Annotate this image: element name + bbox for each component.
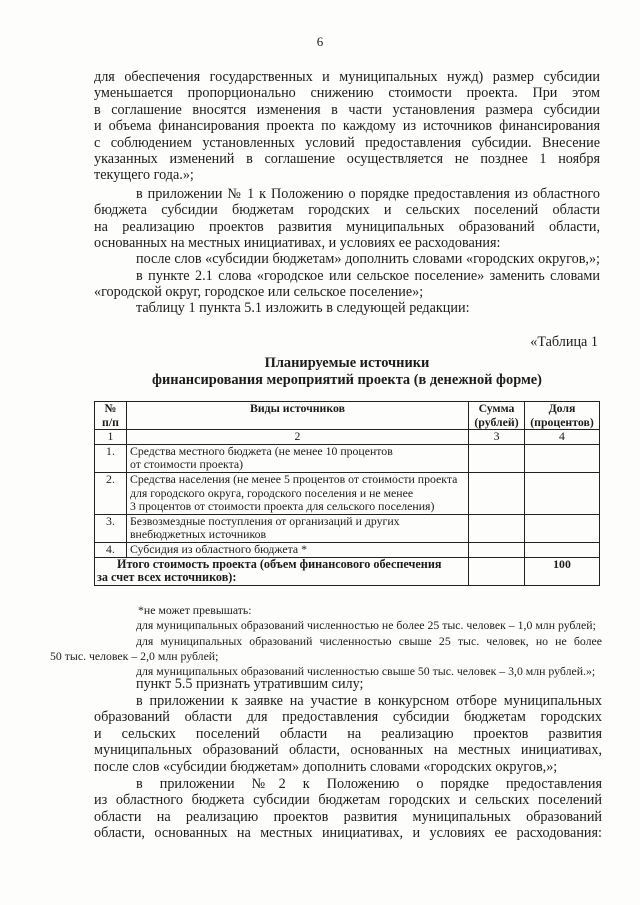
table-header-row: [95, 402, 600, 430]
row-source: Субсидия из областного бюджета *: [126, 542, 468, 557]
table-title-line-1: Планируемые источники: [264, 355, 430, 371]
col-number: 4: [525, 430, 600, 445]
body-text-bottom: [94, 676, 602, 842]
page-number: 6: [316, 34, 324, 49]
table-row: [95, 514, 600, 542]
text-line: основанных на местных инициативах, и условиях ее расходования:: [94, 234, 501, 251]
row-sum: [469, 472, 525, 514]
row-share: [525, 542, 600, 557]
text-line: в пункте 2.1 слова «городское или сельское поселение» заменить словами: [136, 267, 600, 284]
row-sum: [469, 542, 525, 557]
text-line: и объема финансирования проекта по каждому из источников финансирования: [94, 118, 600, 135]
header-share: Доля (процентов): [525, 402, 600, 430]
table-total-row: [95, 557, 600, 585]
text-line: образований области для предоставления субсидии бюджетам городских: [94, 709, 602, 726]
col-number: 1: [95, 430, 127, 445]
text-line: области, основанных на местных инициативах, и условиях ее расходования:: [94, 825, 602, 842]
table-row: [95, 472, 600, 514]
text-line: пункт 5.5 признать утратившим силу;: [136, 676, 364, 692]
row-source: Средства местного бюджета (не менее 10 процентов от стоимости проекта): [126, 444, 468, 472]
table-row: [95, 444, 600, 472]
text-line: уменьшается пропорционально снижению стоимости проекта. При этом: [94, 85, 600, 102]
text-line: и сельских поселений области на реализацию проектов развития: [94, 725, 602, 742]
total-label-line-2: за счет всех источников):: [97, 570, 237, 585]
text-line: «городской округ, городское или сельское поселение»;: [94, 284, 424, 301]
row-share: [525, 514, 600, 542]
funding-sources-table: [94, 401, 600, 586]
header-source: Виды источников: [126, 402, 468, 430]
total-share: 100: [525, 557, 600, 585]
text-line: с соблюдением установленных условий предоставления субсидии. Внесение: [94, 134, 600, 151]
col-number: 3: [469, 430, 525, 445]
footnotes: [50, 603, 602, 679]
table-row: [95, 542, 600, 557]
row-sum: [469, 444, 525, 472]
col-number: 2: [126, 430, 468, 445]
text-line: бюджета субсидии бюджетам городских и сельских поселений области: [94, 202, 600, 219]
total-sum: [469, 557, 525, 585]
text-line: в соглашение вносятся изменения в части установления размера субсидии: [94, 101, 600, 118]
text-line: из областного бюджета субсидии бюджетам городских и сельских поселений: [94, 792, 602, 809]
row-num: 2.: [95, 472, 127, 514]
text-line: муниципальных образований области, основанных на местных инициативах,: [94, 742, 602, 759]
text-line: текущего года.»;: [94, 167, 194, 184]
text-line: на реализацию проектов развития муниципальных образований области,: [94, 218, 600, 235]
table-title-line-2: финансирования мероприятий проекта (в денежной форме): [152, 372, 542, 388]
text-line: в приложении № 1 к Положению о порядке предоставления из областного: [136, 185, 600, 202]
footnote-line: для муниципальных образований численностью не более 25 тыс. человек – 1,0 млн рублей;: [136, 618, 596, 633]
text-line: в приложении к заявке на участие в конкурсном отборе муниципальных: [136, 692, 602, 709]
body-text-top: [94, 69, 600, 317]
footnote-line: для муниципальных образований численностью свыше 25 тыс. человек, но не более: [136, 633, 602, 648]
footnote-line: *не может превышать:: [138, 603, 252, 617]
text-line: после слов «субсидии бюджетам» дополнить словами «городских округов,»;: [94, 758, 558, 775]
table-caption: «Таблица 1: [530, 334, 598, 350]
row-sum: [469, 514, 525, 542]
row-num: 3.: [95, 514, 127, 542]
text-line: таблицу 1 пункта 5.1 изложить в следующей редакции:: [136, 300, 470, 317]
row-source: Безвозмездные поступления от организаций и других внебюджетных источников: [126, 514, 468, 542]
row-share: [525, 444, 600, 472]
text-line: для обеспечения государственных и муниципальных нужд) размер субсидии: [94, 69, 600, 85]
row-share: [525, 472, 600, 514]
header-num: № п/п: [95, 402, 127, 430]
row-source: Средства населения (не менее 5 процентов от стоимости проекта для городского округа, городского поселения и не менее 3 процентов от стоимости проекта для сельского поселения): [126, 472, 468, 514]
header-sum: Сумма (рублей): [469, 402, 525, 430]
column-numbers-row: [95, 430, 600, 445]
total-label-line-1: Итого стоимость проекта (объем финансового обеспечения: [117, 556, 442, 571]
row-num: 4.: [95, 542, 127, 557]
text-line: после слов «субсидии бюджетам» дополнить словами «городских округов,»;: [136, 251, 600, 268]
footnote-line: для муниципальных образований численностью свыше 50 тыс. человек – 3,0 млн рублей.»;: [136, 664, 596, 679]
text-line: указанных изменений в соглашение осуществляется не позднее 1 ноября: [94, 150, 600, 167]
footnote-line: 50 тыс. человек – 2,0 млн рублей;: [50, 648, 219, 663]
table-title: [94, 355, 600, 389]
text-line: области на реализацию проектов развития муниципальных образований: [94, 808, 602, 825]
text-line: в приложении №2 к Положению о порядке предоставления: [136, 775, 602, 792]
row-num: 1.: [95, 444, 127, 472]
total-label: [95, 557, 469, 585]
